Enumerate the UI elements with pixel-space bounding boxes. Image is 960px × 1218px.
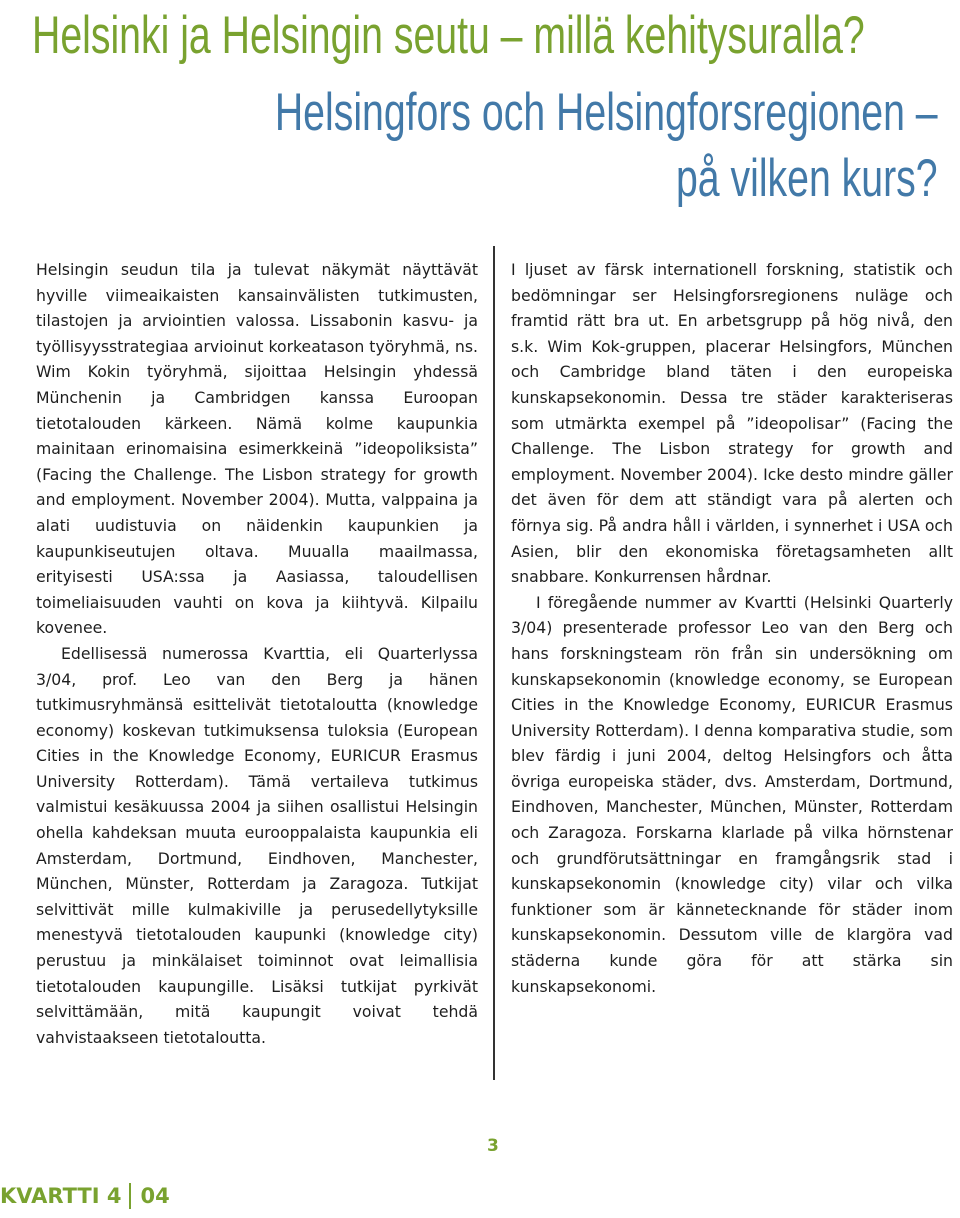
swedish-paragraph-2: I föregående nummer av Kvartti (Helsinki Quarterly 3/04) presenterade professor Leo van den Berg och hans forskningsteam rön från sin undersökning om kunskapsekonomin (knowledge economy, se European Cities in the Knowledge Economy, EURICUR Erasmus University Rotterdam). I denna komparativa studie, som blev färdig i juni 2004, deltog Helsingfors och åtta övriga europeiska städer, dvs. Amsterdam, Dortmund, Eindhoven, Manchester, München, Münster, Rotterdam och Zaragoza. Forskarna klarlade på vilka hörnstenar och grundförutsättningar en framgångsrik stad i kunskapsekonomin (knowledge city) vilar och vilka funktioner som är kännetecknande för städer inom kunskapsekonomin. Dessutom ville de klargöra vad städerna kunde göra för att stärka sin kunskapsekonomi.: [511, 592, 953, 996]
publication-name: KVARTTI 4: [0, 1184, 122, 1208]
footer-publication: [0, 1183, 170, 1209]
page-number: 3: [487, 1136, 499, 1156]
finnish-column: [36, 257, 478, 1050]
swedish-title-line-2: på vilken kurs?: [676, 149, 938, 208]
footer-separator: [129, 1183, 131, 1209]
swedish-title: [275, 80, 938, 212]
swedish-title-line-1: Helsingfors och Helsingforsregionen –: [275, 83, 938, 142]
issue-year: 04: [140, 1184, 170, 1208]
swedish-column: [511, 257, 953, 999]
finnish-title: Helsinki ja Helsingin seutu – millä kehitysuralla?: [32, 6, 865, 65]
swedish-paragraph-1: I ljuset av färsk internationell forskning, statistik och bedömningar ser Helsingforsregionens nuläge och framtid rätt bra ut. En arbetsgrupp på hög nivå, den s.k. Wim Kok-gruppen, placerar Helsingfors, München och Cambridge bland täten i den europeiska kunskapsekonomin. Dessa tre städer karakteriseras som utmärkta exempel på ”ideopolisar” (Facing the Challenge. The Lisbon strategy for growth and employment. November 2004). Icke desto mindre gäller det även för dem att ständigt vara på alerten och förnya sig. På andra håll i världen, i synnerhet i USA och Asien, blir den ekonomiska företagsamheten allt snabbare. Konkurrensen hårdnar.: [511, 260, 953, 587]
finnish-paragraph-1: Helsingin seudun tila ja tulevat näkymät näyttävät hyville viimeaikaisten kansainvälisten tutkimusten, tilastojen ja arviointien valossa. Lissabonin kasvu- ja työllisyysstrategiaa arvioinut korkeatason työryhmä, ns. Wim Kokin työryhmä, sijoittaa Helsingin yhdessä Münchenin ja Cambridgen kanssa Euroopan tietotalouden kärkeen. Nämä kolme kaupunkia mainitaan erinomaisina esimerkkeinä ”ideopoliksista” (Facing the Challenge. The Lisbon strategy for growth and employment. November 2004). Mutta, valppaina ja alati uudistuvia on näidenkin kaupunkien ja kaupunkiseutujen oltava. Muualla maailmassa, erityisesti USA:ssa ja Aasiassa, taloudellisen toimeliaisuuden vauhti on kova ja kiihtyvä. Kilpailu kovenee.: [36, 260, 478, 638]
finnish-paragraph-2: Edellisessä numerossa Kvarttia, eli Quarterlyssa 3/04, prof. Leo van den Berg ja hänen tutkimusryhmänsä esittelivät tietotaloutta (knowledge economy) koskevan tutkimuksensa tuloksia (European Cities in the Knowledge Economy, EURICUR Erasmus University Rotterdam). Tämä vertaileva tutkimus valmistui kesäkuussa 2004 ja siihen osallistui Helsingin ohella kahdeksan muuta eurooppalaista kaupunkia eli Amsterdam, Dortmund, Eindhoven, Manchester, München, Münster, Rotterdam ja Zaragoza. Tutkijat selvittivät mille kulmakiville ja perusedellytyksille menestyvä tietotalouden kaupunki (knowledge city) perustuu ja minkälaiset toiminnot ovat leimallisia tietotalouden kaupungille. Lisäksi tutkijat pyrkivät selvittämään, mitä kaupungit voivat tehdä vahvistaakseen tietotaloutta.: [36, 643, 478, 1047]
column-divider: [493, 246, 495, 1080]
